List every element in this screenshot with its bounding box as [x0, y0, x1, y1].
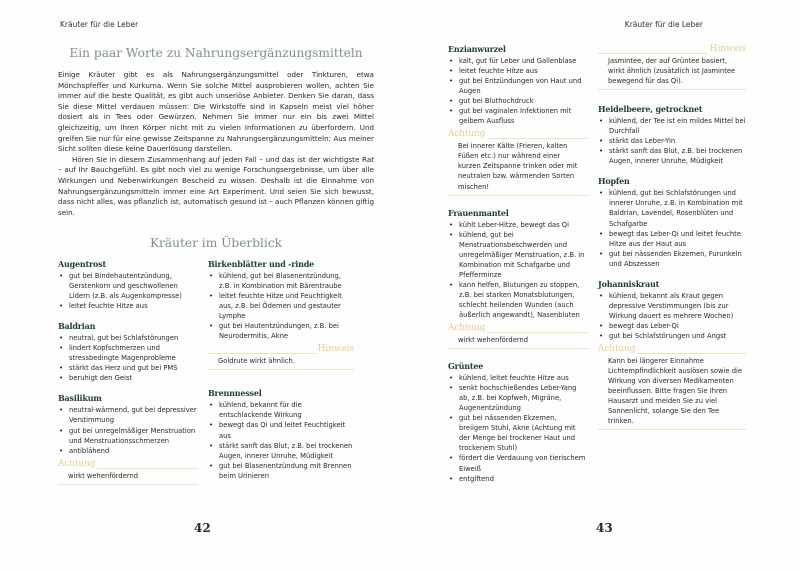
- herb-title: Brennnessel: [208, 388, 262, 399]
- herb-item: • neutral-wärmend, gut bei depressiver Verstimmung: [58, 405, 198, 425]
- herb-title: Grüntee: [448, 361, 484, 372]
- herb-item: • leitet feuchte Hitze aus: [448, 66, 588, 76]
- herb-item: • stärkt das Leber-Yin: [598, 136, 746, 146]
- caution-box: [448, 129, 588, 195]
- herb-item: • gut bei Hautentzündungen, z.B. bei Neurodermitis, Akne: [208, 321, 354, 341]
- herb-item: • gut bei vaginalen Infektionen mit gelbem Ausfluss: [448, 106, 588, 126]
- herb-item: • kühlend, bekannt als Kraut gegen depressive Verstimmungen (bis zur Wirkung dauert es mehrere Wochen): [598, 291, 746, 321]
- divider: [487, 138, 588, 139]
- herb-item: • gut bei Blasenentzündung mit Brennen beim Urinieren: [208, 461, 354, 481]
- herb-entry: [448, 361, 588, 484]
- herb-item: • stärkt das Herz und gut bei PMS: [58, 363, 198, 373]
- caution-text: wirkt wehenfördernd: [458, 336, 529, 345]
- herb-item: • gut bei nässenden Ekzemen, breiigem Stuhl, Akne (Achtung mit der Menge bei trockener Haut und trockenem Stuhl): [448, 413, 588, 453]
- herb-item: • kühlend, bekannt für die entschlackende Wirkung: [208, 400, 354, 420]
- divider: [637, 353, 746, 354]
- herb-item: • gut bei nässenden Ekzemen, Furunkeln und Abszessen: [598, 249, 746, 269]
- herb-item: • entgiftend: [448, 474, 588, 484]
- herb-entry: [208, 259, 354, 341]
- herb-item: • kühlend, leitet feuchte Hitze aus: [448, 373, 588, 383]
- paragraph: Einige Kräuter gibt es als Nahrungsergänzungsmittel oder Tinkturen, etwa Mönchspfeffer und Kurkuma. Wenn Sie solche Mittel ausprobieren wollen, achten Sie immer auf die beste Qualität, es gibt auch unseriöse Anbieter. Denken Sie daran, dass Sie diese Mittel verdauen müssen: Die Wirkstoffe sind in Kapseln meist viel höher dosiert als in Tees oder Gewürzen. Nehmen Sie immer nur ein bis zwei Mittel gleichzeitig, um Ihren Körper nicht mit zu vielen Informationen zu überfordern. Und greifen Sie nur für eine gewisse Zeitspanne zu Nahrungsergänzungsmitteln: Aus meiner Sicht sollten diese keine Dauerlösung darstellen.: [58, 70, 374, 154]
- divider: [97, 468, 198, 469]
- herb-entry: [598, 279, 746, 341]
- section-title: Ein paar Worte zu Nahrungsergänzungsmitteln: [69, 46, 363, 60]
- herb-item: • gut bei unregelmäßiger Menstruation und Menstruationsschmerzen: [58, 426, 198, 446]
- herb-entry: [58, 259, 198, 311]
- herb-entry: [448, 208, 588, 320]
- herb-item: • senkt hochschießendes Leber-Yang ab, z.B. bei Kopfweh, Migräne, Augenentzündung: [448, 383, 588, 413]
- herb-title: Heidelbeere, getrocknet: [598, 104, 703, 115]
- note-label: Hinweis: [709, 44, 746, 54]
- herb-item: • gut bei Entzündungen von Haut und Augen: [448, 76, 588, 96]
- herb-item: • antiblähend: [58, 446, 198, 456]
- herb-entry: [208, 388, 354, 480]
- herb-item: • kühlend, gut bei Menstruationsbeschwerden und unregelmäßiger Menstruation, z.B. in Kombination mit Schafgarbe und Pfefferminze: [448, 230, 588, 280]
- herb-entry: [448, 44, 588, 126]
- intro-text: [58, 70, 374, 218]
- herb-entry: [598, 176, 746, 268]
- caution-text: Kann bei längerer Einnahme Lichtempfindlichkeit auslösen sowie die Wirkung von diversen Medikamenten beeinflussen. Bitte fragen Sie Ihren Hausarzt und meiden Sie zu viel Sonnenlicht, solange Sie den Tee trinken.: [608, 356, 743, 426]
- herb-title: Enzianwurzel: [448, 44, 506, 54]
- herb-item: • gut bei Schlafstörungen und Angst: [598, 331, 746, 341]
- note-text: Goldrute wirkt ähnlich.: [218, 357, 295, 366]
- herb-item: • lindert Kopfschmerzen und stressbedingte Magenprobleme: [58, 343, 198, 363]
- herb-item: • bewegt das Leber-Qi: [598, 321, 746, 331]
- page-number: 42: [194, 521, 211, 535]
- herb-item: • gut bei Bluthochdruck: [448, 96, 588, 106]
- herb-column: [58, 259, 198, 497]
- herb-item: • beruhigt den Geist: [58, 373, 198, 383]
- page-number: 43: [596, 521, 613, 535]
- herb-item: • kalt, gut für Leber und Gallenblase: [448, 56, 588, 66]
- herb-item: • leitet feuchte Hitze und Feuchtigkeit aus, z.B. bei Ödemen und gestauter Lymphe: [208, 291, 354, 321]
- herb-item: • kühlend, gut bei Blasenentzündung, z.B. in Kombination mit Bärentraube: [208, 271, 354, 291]
- note-box: [208, 344, 354, 370]
- right-page: [400, 0, 800, 571]
- herb-entry: [58, 321, 198, 383]
- herb-item: • fördert die Verdauung von tierischem Eiweiß: [448, 453, 588, 473]
- note-box: [598, 44, 746, 90]
- overview-title: Kräuter im Überblick: [149, 236, 283, 250]
- caution-text: wirkt wehenfördernd: [68, 471, 139, 480]
- herb-title: Johanniskraut: [598, 278, 660, 289]
- herb-item: • kann helfen, Blutungen zu stoppen, z.B. bei starken Monatsblutungen, schlecht heilenden Wunden (auch äußerlich angewandt), Nasenbluten: [448, 280, 588, 320]
- caution-label: Achtung: [448, 129, 486, 140]
- herb-item: • bewegt das Qi und leitet Feuchtigkeit aus: [208, 420, 354, 440]
- herb-column: [448, 44, 588, 494]
- paragraph: Hören Sie in diesem Zusammenhang auf jeden Fall – und das ist der wichtigste Rat – auf Ihr Bauchgefühl. Es gibt noch viel zu wenige Forschungsergebnisse, um über alle Wirkungen und Nebenwirkungen Bescheid zu wissen. Deshalb ist die Einnahme von Nahrungsergänzungsmitteln immer eine Art Experiment. Und seien Sie sich bewusst, dass nicht alles, was pflanzlich ist, automatisch gesund ist – auch Pflanzen können giftig sein.: [58, 154, 374, 217]
- herb-item: • bewegt das Leber-Qi und leitet feuchte Hitze aus der Haut aus: [598, 229, 746, 249]
- note-text: Jasmintee, der auf Grüntee basiert, wirkt ähnlich (zusätzlich ist Jasmintee bewegend für das Qi).: [608, 57, 736, 86]
- herb-item: • kühlend, gut bei Schlafstörungen und innerer Unruhe, z.B. in Kombination mit Baldrian, Lavendel, Rosenblüten und Schafgarbe: [598, 188, 746, 228]
- caution-label: Achtung: [58, 458, 96, 469]
- herb-entry: [598, 104, 746, 166]
- herb-title: Baldrian: [58, 321, 96, 332]
- divider: [487, 332, 588, 333]
- herb-item: • stärkt sanft das Blut, z.B. bei trockenen Augen, innerer Unruhe, Müdigkeit: [598, 146, 746, 166]
- herb-title: Frauenmantel: [448, 207, 509, 218]
- herb-column: [208, 259, 354, 491]
- herb-title: Hopfen: [598, 176, 630, 187]
- herb-item: • stärkt sanft das Blut, z.B. bei trockenen Augen, innerer Unruhe, Müdigkeit: [208, 441, 354, 461]
- herb-item: • gut bei Bindehautentzündung, Gerstenkorn und geschwollenen Lidern (z.B. als Augenkompresse): [58, 271, 198, 301]
- note-label: Hinweis: [317, 344, 354, 355]
- divider: [208, 353, 316, 354]
- running-head: Kräuter für die Leber: [624, 20, 703, 29]
- herb-item: • kühlend, der Tee ist ein mildes Mittel bei Durchfall: [598, 116, 746, 136]
- divider: [598, 53, 708, 54]
- running-head: Kräuter für die Leber: [60, 20, 139, 29]
- caution-box: [58, 459, 198, 485]
- caution-label: Achtung: [448, 323, 486, 334]
- herb-column: [598, 44, 746, 442]
- herb-entry: [58, 393, 198, 455]
- herb-title: Augentrost: [58, 259, 106, 269]
- caution-label: Achtung: [598, 343, 636, 354]
- herb-item: • kühlt Leber-Hitze, bewegt das Qi: [448, 220, 588, 230]
- herb-item: • neutral, gut bei Schlafstörungen: [58, 333, 198, 343]
- caution-box: [448, 323, 588, 349]
- caution-text: Bei innerer Kälte (Frieren, kalten Füßen etc.) nur während einer kurzen Zeitspanne trinken oder mit neutralen bzw. wärmenden Sorten mischen!: [458, 142, 578, 191]
- herb-item: • leitet feuchte Hitze aus: [58, 301, 198, 311]
- caution-box: [598, 344, 746, 430]
- herb-title: Basilikum: [58, 393, 102, 404]
- herb-title: Birkenblätter und -rinde: [208, 259, 315, 269]
